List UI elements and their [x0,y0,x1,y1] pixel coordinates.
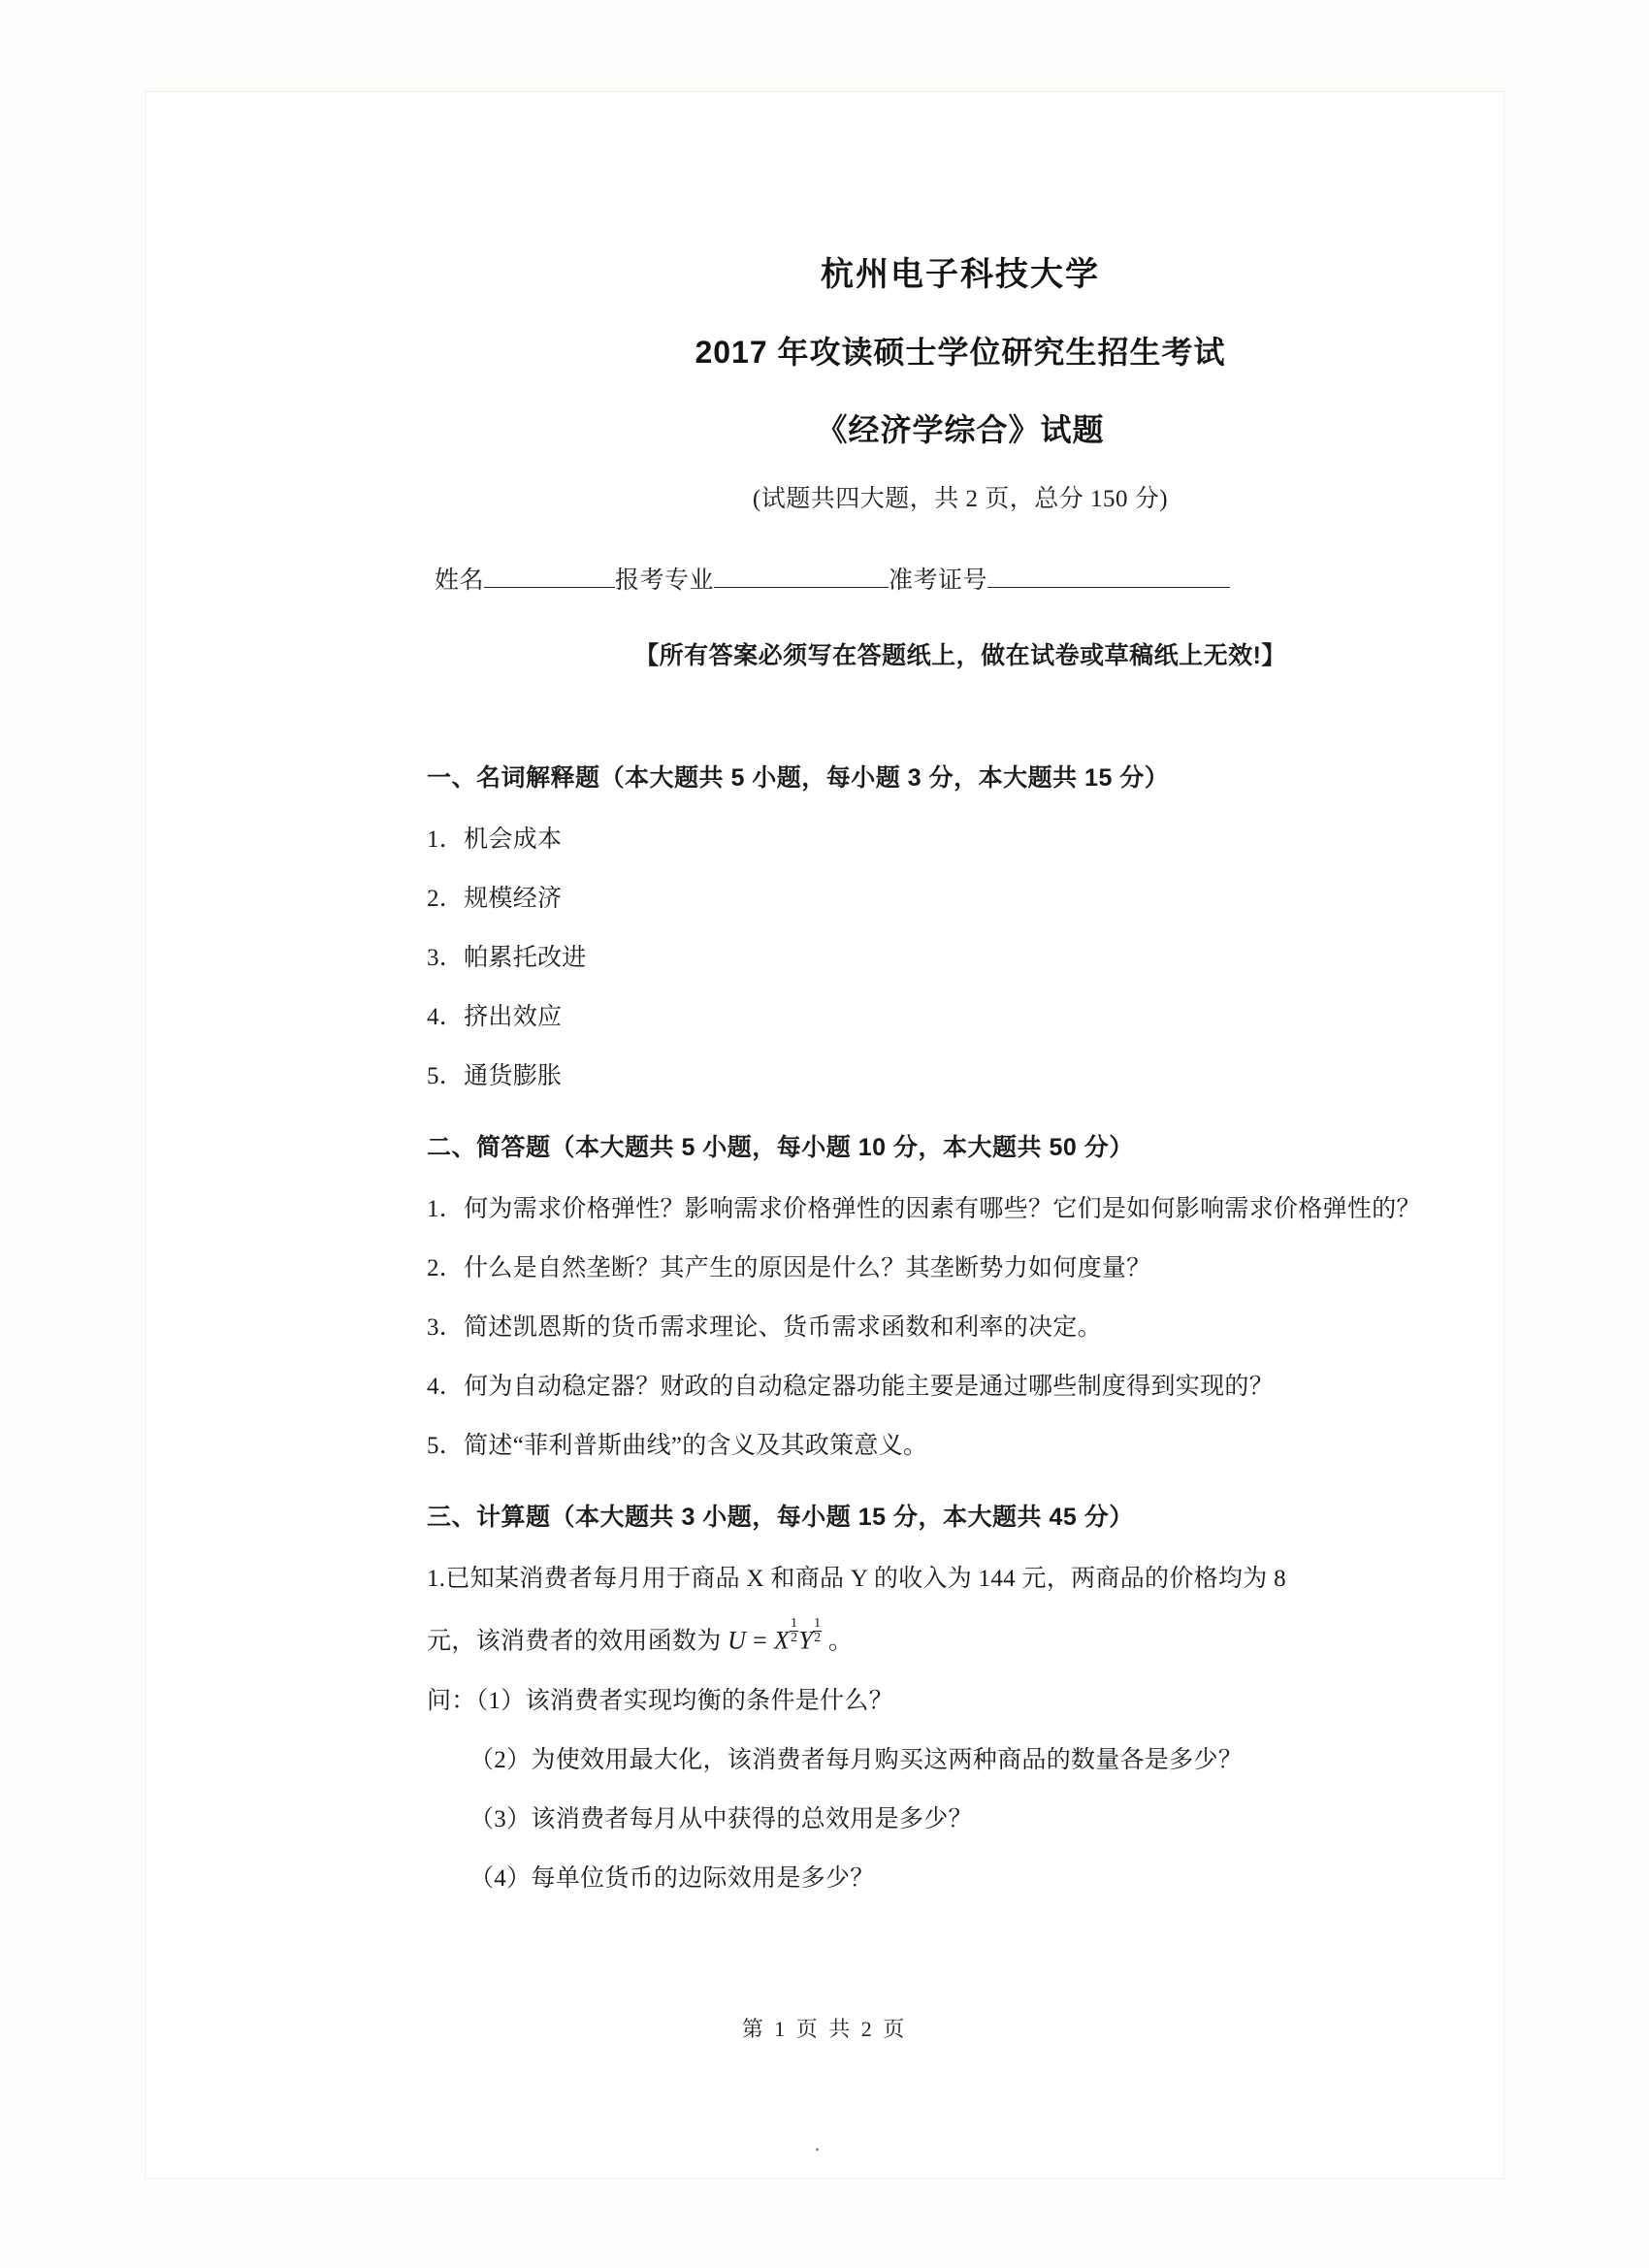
name-field[interactable] [484,566,615,588]
candidate-info-row [427,561,1494,596]
question-item: 问：（1）该消费者实现均衡的条件是什么？ [427,1688,894,1715]
footer-mark: . [815,2134,820,2155]
page-subtitle: (试题共四大题，共 2 页，总分 150 分) [752,486,1169,512]
question-item: 4．挤出效应 [427,1004,563,1030]
ticket-label: 准考证号 [889,567,988,594]
section-heading-1: 一、名词解释题（本大题共 5 小题，每小题 3 分，本大题共 15 分） [427,764,1170,792]
formula-exponent-y: $\frac{1}{2}$ [814,1616,822,1645]
formula-base-x: X [773,1626,791,1655]
formula-lhs: U [728,1626,747,1655]
question-item: 3．简述凯恩斯的货币需求理论、货币需求函数和利率的决定。 [427,1314,1102,1341]
question-item: 3．帕累托改进 [427,945,587,971]
section-heading-3: 三、计算题（本大题共 3 小题，每小题 15 分，本大题共 45 分） [427,1504,1134,1531]
question-item: （4）每单位货币的边际效用是多少？ [469,1865,875,1893]
name-label: 姓名 [435,567,485,594]
question-item: 1.已知某消费者每月用于商品 X 和商品 Y 的收入为 144 元，两商品的价格均为 8 [427,1566,1286,1592]
utility-function-formula [728,1617,822,1663]
formula-equals: = [753,1626,768,1655]
scanned-sheet [146,92,1504,2178]
document-content [427,247,1494,1917]
page-footer: 第 1 页 共 2 页 [741,2017,908,2041]
question-item: （3）该消费者每月从中获得的总效用是多少？ [469,1806,973,1833]
question-item: 5．通货膨胀 [427,1063,563,1089]
spacer [427,1115,1494,1128]
question-item: 2．什么是自然垄断？其产生的原因是什么？其垄断势力如何度量？ [427,1255,1151,1281]
question-item: 5．简述“菲利普斯曲线”的含义及其政策意义。 [427,1433,928,1459]
major-field[interactable] [714,566,889,588]
major-label: 报考专业 [615,567,715,594]
formula-base-y: Y [798,1626,814,1655]
section-heading-2: 二、简答题（本大题共 5 小题，每小题 10 分，本大题共 50 分） [427,1134,1134,1161]
page-title-university: 杭州电子科技大学 [821,256,1100,293]
formula-trailing-punctuation: 。 [827,1628,854,1655]
question-item: 1．机会成本 [427,826,563,853]
ticket-field[interactable] [987,566,1230,588]
answer-notice: 【所有答案必须写在答题纸上，做在试卷或草稿纸上无效!】 [634,642,1286,669]
question-item-with-formula [427,1617,1494,1663]
question-item: 4．何为自动稳定器？财政的自动稳定器功能主要是通过哪些制度得到实现的？ [427,1374,1275,1400]
formula-exponent-x: $\frac{1}{2}$ [791,1616,798,1645]
page-title-exam: 2017 年攻读硕士学位研究生招生考试 [695,335,1226,370]
spacer [427,1484,1494,1498]
question-item: 2．规模经济 [427,886,563,912]
question-item: （2）为使效用最大化，该消费者每月购买这两种商品的数量各是多少？ [469,1747,1244,1774]
question-item: 1．何为需求价格弹性？影响需求价格弹性的因素有哪些？它们是如何影响需求价格弹性的？ [427,1196,1421,1222]
question-text: 元，该消费者的效用函数为 [427,1628,722,1655]
page-title-subject: 《经济学综合》试题 [816,412,1105,447]
